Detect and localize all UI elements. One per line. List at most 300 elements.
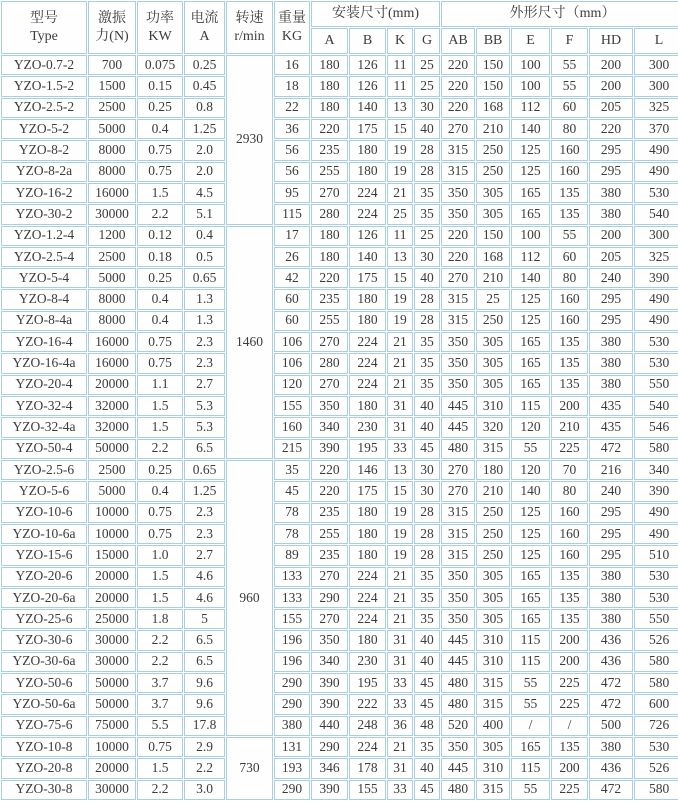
cell-k: 31 xyxy=(387,652,413,672)
cell-g: 30 xyxy=(414,481,440,501)
cell-g: 45 xyxy=(414,439,440,459)
col-header-hd: HD xyxy=(589,28,633,54)
cell-e: 125 xyxy=(511,311,550,331)
cell-power: 1.5 xyxy=(137,183,183,203)
cell-current: 5.3 xyxy=(184,396,225,416)
cell-hd: 380 xyxy=(589,353,633,373)
cell-a: 270 xyxy=(311,332,348,352)
cell-e: 55 xyxy=(511,439,550,459)
table-row xyxy=(1,162,678,182)
cell-force: 2500 xyxy=(88,98,136,118)
cell-power: 2.2 xyxy=(137,204,183,224)
cell-e: 165 xyxy=(511,332,550,352)
cell-current: 0.25 xyxy=(184,55,225,75)
table-row xyxy=(1,332,678,352)
cell-speed: 2930 xyxy=(226,55,273,225)
cell-k: 33 xyxy=(387,439,413,459)
cell-speed: 960 xyxy=(226,460,273,736)
table-row xyxy=(1,652,678,672)
col-header-k: K xyxy=(387,28,413,54)
cell-ab: 480 xyxy=(441,694,475,714)
cell-l: 580 xyxy=(634,673,678,693)
cell-f: 135 xyxy=(551,204,588,224)
cell-hd: 240 xyxy=(589,268,633,288)
cell-k: 21 xyxy=(387,183,413,203)
cell-e: 115 xyxy=(511,630,550,650)
cell-a: 390 xyxy=(311,439,348,459)
cell-e: 55 xyxy=(511,780,550,800)
cell-k: 19 xyxy=(387,524,413,544)
cell-b: 146 xyxy=(349,460,386,480)
cell-b: 224 xyxy=(349,567,386,587)
cell-b: 180 xyxy=(349,503,386,523)
cell-f: 55 xyxy=(551,226,588,246)
cell-speed: 730 xyxy=(226,737,273,800)
cell-f: 210 xyxy=(551,417,588,437)
cell-hd: 205 xyxy=(589,98,633,118)
cell-current: 6.5 xyxy=(184,652,225,672)
cell-l: 530 xyxy=(634,332,678,352)
table-row xyxy=(1,524,678,544)
cell-hd: 472 xyxy=(589,780,633,800)
cell-g: 35 xyxy=(414,567,440,587)
cell-a: 255 xyxy=(311,162,348,182)
cell-ab: 220 xyxy=(441,98,475,118)
cell-e: 125 xyxy=(511,545,550,565)
cell-k: 21 xyxy=(387,353,413,373)
cell-g: 40 xyxy=(414,630,440,650)
cell-ab: 480 xyxy=(441,780,475,800)
col-header-type-en: Type xyxy=(30,28,58,44)
cell-bb: 305 xyxy=(476,375,510,395)
cell-a: 350 xyxy=(311,396,348,416)
cell-current: 1.3 xyxy=(184,311,225,331)
cell-weight: 18 xyxy=(274,76,310,96)
cell-k: 19 xyxy=(387,289,413,309)
cell-k: 31 xyxy=(387,758,413,778)
cell-type: YZO-0.7-2 xyxy=(1,55,87,75)
cell-b: 175 xyxy=(349,481,386,501)
cell-g: 35 xyxy=(414,204,440,224)
cell-hd: 380 xyxy=(589,609,633,629)
cell-type: YZO-8-4 xyxy=(1,289,87,309)
cell-weight: 115 xyxy=(274,204,310,224)
cell-current: 9.6 xyxy=(184,694,225,714)
table-row xyxy=(1,289,678,309)
cell-a: 255 xyxy=(311,311,348,331)
cell-power: 2.2 xyxy=(137,439,183,459)
cell-bb: 315 xyxy=(476,694,510,714)
cell-type: YZO-20-8 xyxy=(1,758,87,778)
col-header-bb: BB xyxy=(476,28,510,54)
cell-l: 530 xyxy=(634,353,678,373)
cell-a: 220 xyxy=(311,481,348,501)
cell-f: / xyxy=(551,716,588,736)
cell-ab: 315 xyxy=(441,289,475,309)
cell-l: 600 xyxy=(634,694,678,714)
cell-a: 290 xyxy=(311,737,348,757)
cell-k: 21 xyxy=(387,567,413,587)
cell-g: 30 xyxy=(414,98,440,118)
cell-type: YZO-2.5-6 xyxy=(1,460,87,480)
cell-b: 224 xyxy=(349,609,386,629)
table-row xyxy=(1,460,678,480)
cell-type: YZO-5-6 xyxy=(1,481,87,501)
cell-power: 1.8 xyxy=(137,609,183,629)
cell-ab: 315 xyxy=(441,503,475,523)
cell-type: YZO-10-6a xyxy=(1,524,87,544)
cell-type: YZO-50-6a xyxy=(1,694,87,714)
cell-l: 340 xyxy=(634,460,678,480)
cell-b: 180 xyxy=(349,545,386,565)
col-header-ab: AB xyxy=(441,28,475,54)
cell-bb: 250 xyxy=(476,545,510,565)
cell-power: 0.18 xyxy=(137,247,183,267)
cell-type: YZO-30-8 xyxy=(1,780,87,800)
cell-b: 224 xyxy=(349,183,386,203)
cell-bb: 310 xyxy=(476,652,510,672)
cell-l: 580 xyxy=(634,439,678,459)
table-row xyxy=(1,140,678,160)
cell-current: 0.5 xyxy=(184,247,225,267)
cell-hd: 472 xyxy=(589,673,633,693)
cell-current: 2.3 xyxy=(184,353,225,373)
cell-current: 2.3 xyxy=(184,524,225,544)
cell-k: 15 xyxy=(387,481,413,501)
cell-b: 230 xyxy=(349,652,386,672)
cell-a: 390 xyxy=(311,673,348,693)
cell-b: 180 xyxy=(349,311,386,331)
cell-weight: 155 xyxy=(274,396,310,416)
cell-weight: 290 xyxy=(274,673,310,693)
cell-g: 25 xyxy=(414,55,440,75)
cell-f: 200 xyxy=(551,652,588,672)
table-row xyxy=(1,545,678,565)
cell-hd: 436 xyxy=(589,630,633,650)
cell-g: 35 xyxy=(414,353,440,373)
cell-power: 3.7 xyxy=(137,694,183,714)
cell-a: 180 xyxy=(311,55,348,75)
cell-type: YZO-8-2a xyxy=(1,162,87,182)
cell-power: 1.5 xyxy=(137,417,183,437)
cell-current: 5 xyxy=(184,609,225,629)
table-row xyxy=(1,673,678,693)
cell-l: 325 xyxy=(634,247,678,267)
cell-type: YZO-20-4 xyxy=(1,375,87,395)
cell-ab: 220 xyxy=(441,76,475,96)
cell-current: 0.65 xyxy=(184,268,225,288)
cell-weight: 196 xyxy=(274,652,310,672)
cell-g: 40 xyxy=(414,396,440,416)
col-header-b: B xyxy=(349,28,386,54)
cell-l: 490 xyxy=(634,162,678,182)
cell-force: 8000 xyxy=(88,289,136,309)
cell-e: 55 xyxy=(511,673,550,693)
cell-current: 4.6 xyxy=(184,588,225,608)
cell-speed: 1460 xyxy=(226,226,273,459)
table-row xyxy=(1,417,678,437)
cell-ab: 220 xyxy=(441,226,475,246)
col-header-e: E xyxy=(511,28,550,54)
cell-force: 30000 xyxy=(88,652,136,672)
cell-b: 140 xyxy=(349,247,386,267)
cell-force: 20000 xyxy=(88,375,136,395)
table-row xyxy=(1,247,678,267)
col-header-f: F xyxy=(551,28,588,54)
table-row xyxy=(1,353,678,373)
cell-weight: 120 xyxy=(274,375,310,395)
cell-type: YZO-30-6 xyxy=(1,630,87,650)
cell-current: 0.65 xyxy=(184,460,225,480)
cell-hd: 436 xyxy=(589,758,633,778)
table-row xyxy=(1,268,678,288)
cell-a: 270 xyxy=(311,375,348,395)
cell-a: 180 xyxy=(311,247,348,267)
cell-weight: 89 xyxy=(274,545,310,565)
cell-type: YZO-5-2 xyxy=(1,119,87,139)
cell-f: 135 xyxy=(551,567,588,587)
cell-force: 10000 xyxy=(88,503,136,523)
cell-a: 270 xyxy=(311,183,348,203)
cell-force: 15000 xyxy=(88,545,136,565)
cell-hd: 200 xyxy=(589,226,633,246)
cell-b: 126 xyxy=(349,55,386,75)
cell-k: 36 xyxy=(387,716,413,736)
cell-ab: 445 xyxy=(441,417,475,437)
cell-e: 112 xyxy=(511,247,550,267)
cell-l: 530 xyxy=(634,183,678,203)
cell-g: 30 xyxy=(414,247,440,267)
cell-power: 0.75 xyxy=(137,353,183,373)
cell-bb: 250 xyxy=(476,140,510,160)
cell-weight: 60 xyxy=(274,311,310,331)
cell-g: 28 xyxy=(414,545,440,565)
cell-hd: 380 xyxy=(589,737,633,757)
cell-type: YZO-10-6 xyxy=(1,503,87,523)
cell-ab: 270 xyxy=(441,119,475,139)
cell-f: 135 xyxy=(551,588,588,608)
cell-type: YZO-30-2 xyxy=(1,204,87,224)
cell-hd: 472 xyxy=(589,439,633,459)
cell-current: 2.9 xyxy=(184,737,225,757)
cell-ab: 350 xyxy=(441,609,475,629)
cell-bb: 310 xyxy=(476,758,510,778)
cell-k: 21 xyxy=(387,588,413,608)
cell-ab: 445 xyxy=(441,630,475,650)
cell-force: 2500 xyxy=(88,247,136,267)
cell-hd: 435 xyxy=(589,396,633,416)
cell-ab: 350 xyxy=(441,332,475,352)
cell-f: 135 xyxy=(551,609,588,629)
cell-l: 526 xyxy=(634,758,678,778)
table-row xyxy=(1,737,678,757)
cell-f: 160 xyxy=(551,162,588,182)
cell-e: 100 xyxy=(511,55,550,75)
cell-l: 390 xyxy=(634,481,678,501)
cell-l: 370 xyxy=(634,119,678,139)
cell-force: 5000 xyxy=(88,481,136,501)
cell-b: 224 xyxy=(349,588,386,608)
cell-type: YZO-32-4 xyxy=(1,396,87,416)
cell-g: 35 xyxy=(414,609,440,629)
cell-l: 550 xyxy=(634,375,678,395)
table-row xyxy=(1,375,678,395)
cell-a: 340 xyxy=(311,652,348,672)
cell-bb: 310 xyxy=(476,630,510,650)
cell-weight: 196 xyxy=(274,630,310,650)
table-row xyxy=(1,183,678,203)
cell-force: 2500 xyxy=(88,460,136,480)
cell-type: YZO-50-4 xyxy=(1,439,87,459)
cell-b: 178 xyxy=(349,758,386,778)
cell-current: 2.0 xyxy=(184,162,225,182)
cell-g: 40 xyxy=(414,417,440,437)
cell-power: 0.75 xyxy=(137,162,183,182)
cell-g: 40 xyxy=(414,652,440,672)
cell-weight: 35 xyxy=(274,460,310,480)
cell-a: 180 xyxy=(311,98,348,118)
cell-b: 140 xyxy=(349,98,386,118)
cell-weight: 56 xyxy=(274,162,310,182)
cell-ab: 350 xyxy=(441,375,475,395)
cell-current: 6.5 xyxy=(184,630,225,650)
cell-bb: 310 xyxy=(476,396,510,416)
cell-g: 35 xyxy=(414,332,440,352)
cell-k: 31 xyxy=(387,396,413,416)
cell-f: 200 xyxy=(551,396,588,416)
cell-b: 126 xyxy=(349,76,386,96)
cell-ab: 350 xyxy=(441,183,475,203)
cell-f: 225 xyxy=(551,780,588,800)
cell-weight: 160 xyxy=(274,417,310,437)
cell-hd: 205 xyxy=(589,247,633,267)
cell-ab: 480 xyxy=(441,673,475,693)
cell-b: 224 xyxy=(349,375,386,395)
cell-e: 165 xyxy=(511,609,550,629)
cell-ab: 315 xyxy=(441,545,475,565)
table-row xyxy=(1,609,678,629)
cell-k: 21 xyxy=(387,375,413,395)
cell-b: 175 xyxy=(349,119,386,139)
cell-g: 35 xyxy=(414,588,440,608)
cell-a: 235 xyxy=(311,503,348,523)
cell-ab: 445 xyxy=(441,652,475,672)
cell-ab: 350 xyxy=(441,588,475,608)
cell-force: 5000 xyxy=(88,119,136,139)
cell-hd: 380 xyxy=(589,204,633,224)
cell-type: YZO-5-4 xyxy=(1,268,87,288)
cell-l: 726 xyxy=(634,716,678,736)
cell-ab: 270 xyxy=(441,268,475,288)
cell-g: 28 xyxy=(414,140,440,160)
cell-force: 20000 xyxy=(88,567,136,587)
cell-f: 160 xyxy=(551,545,588,565)
cell-e: 55 xyxy=(511,694,550,714)
cell-power: 1.5 xyxy=(137,588,183,608)
cell-power: 0.4 xyxy=(137,481,183,501)
cell-bb: 315 xyxy=(476,439,510,459)
table-row xyxy=(1,396,678,416)
cell-a: 220 xyxy=(311,268,348,288)
cell-ab: 315 xyxy=(441,524,475,544)
cell-weight: 290 xyxy=(274,694,310,714)
cell-bb: 305 xyxy=(476,204,510,224)
cell-b: 224 xyxy=(349,204,386,224)
cell-e: 140 xyxy=(511,481,550,501)
cell-bb: 210 xyxy=(476,268,510,288)
cell-e: 125 xyxy=(511,289,550,309)
cell-l: 300 xyxy=(634,226,678,246)
cell-force: 20000 xyxy=(88,588,136,608)
table-row xyxy=(1,76,678,96)
cell-l: 530 xyxy=(634,567,678,587)
cell-g: 28 xyxy=(414,289,440,309)
table-row xyxy=(1,694,678,714)
cell-ab: 270 xyxy=(441,481,475,501)
cell-weight: 193 xyxy=(274,758,310,778)
cell-a: 346 xyxy=(311,758,348,778)
cell-hd: 220 xyxy=(589,119,633,139)
cell-type: YZO-25-6 xyxy=(1,609,87,629)
cell-l: 580 xyxy=(634,780,678,800)
cell-hd: 295 xyxy=(589,140,633,160)
cell-b: 175 xyxy=(349,268,386,288)
cell-power: 2.2 xyxy=(137,630,183,650)
cell-current: 0.8 xyxy=(184,98,225,118)
cell-b: 126 xyxy=(349,226,386,246)
cell-hd: 472 xyxy=(589,694,633,714)
cell-e: 140 xyxy=(511,268,550,288)
cell-type: YZO-10-8 xyxy=(1,737,87,757)
cell-bb: 305 xyxy=(476,588,510,608)
cell-ab: 445 xyxy=(441,758,475,778)
cell-a: 350 xyxy=(311,630,348,650)
cell-e: 120 xyxy=(511,417,550,437)
cell-b: 222 xyxy=(349,694,386,714)
cell-f: 135 xyxy=(551,183,588,203)
cell-k: 15 xyxy=(387,119,413,139)
cell-weight: 290 xyxy=(274,780,310,800)
cell-a: 180 xyxy=(311,76,348,96)
col-header-power: 功率 KW xyxy=(137,1,183,54)
cell-e: 125 xyxy=(511,503,550,523)
table-row xyxy=(1,119,678,139)
table-row xyxy=(1,567,678,587)
cell-k: 25 xyxy=(387,204,413,224)
cell-hd: 295 xyxy=(589,503,633,523)
cell-power: 0.15 xyxy=(137,76,183,96)
cell-l: 540 xyxy=(634,396,678,416)
cell-power: 0.12 xyxy=(137,226,183,246)
cell-type: YZO-32-4a xyxy=(1,417,87,437)
cell-g: 40 xyxy=(414,758,440,778)
cell-bb: 150 xyxy=(476,226,510,246)
cell-current: 1.3 xyxy=(184,289,225,309)
cell-f: 160 xyxy=(551,140,588,160)
cell-current: 5.3 xyxy=(184,417,225,437)
cell-e: 125 xyxy=(511,162,550,182)
cell-bb: 250 xyxy=(476,503,510,523)
cell-f: 160 xyxy=(551,289,588,309)
cell-l: 530 xyxy=(634,588,678,608)
cell-e: 140 xyxy=(511,119,550,139)
table-row xyxy=(1,588,678,608)
cell-power: 1.0 xyxy=(137,545,183,565)
cell-weight: 133 xyxy=(274,588,310,608)
cell-b: 180 xyxy=(349,630,386,650)
cell-k: 11 xyxy=(387,76,413,96)
cell-l: 530 xyxy=(634,737,678,757)
